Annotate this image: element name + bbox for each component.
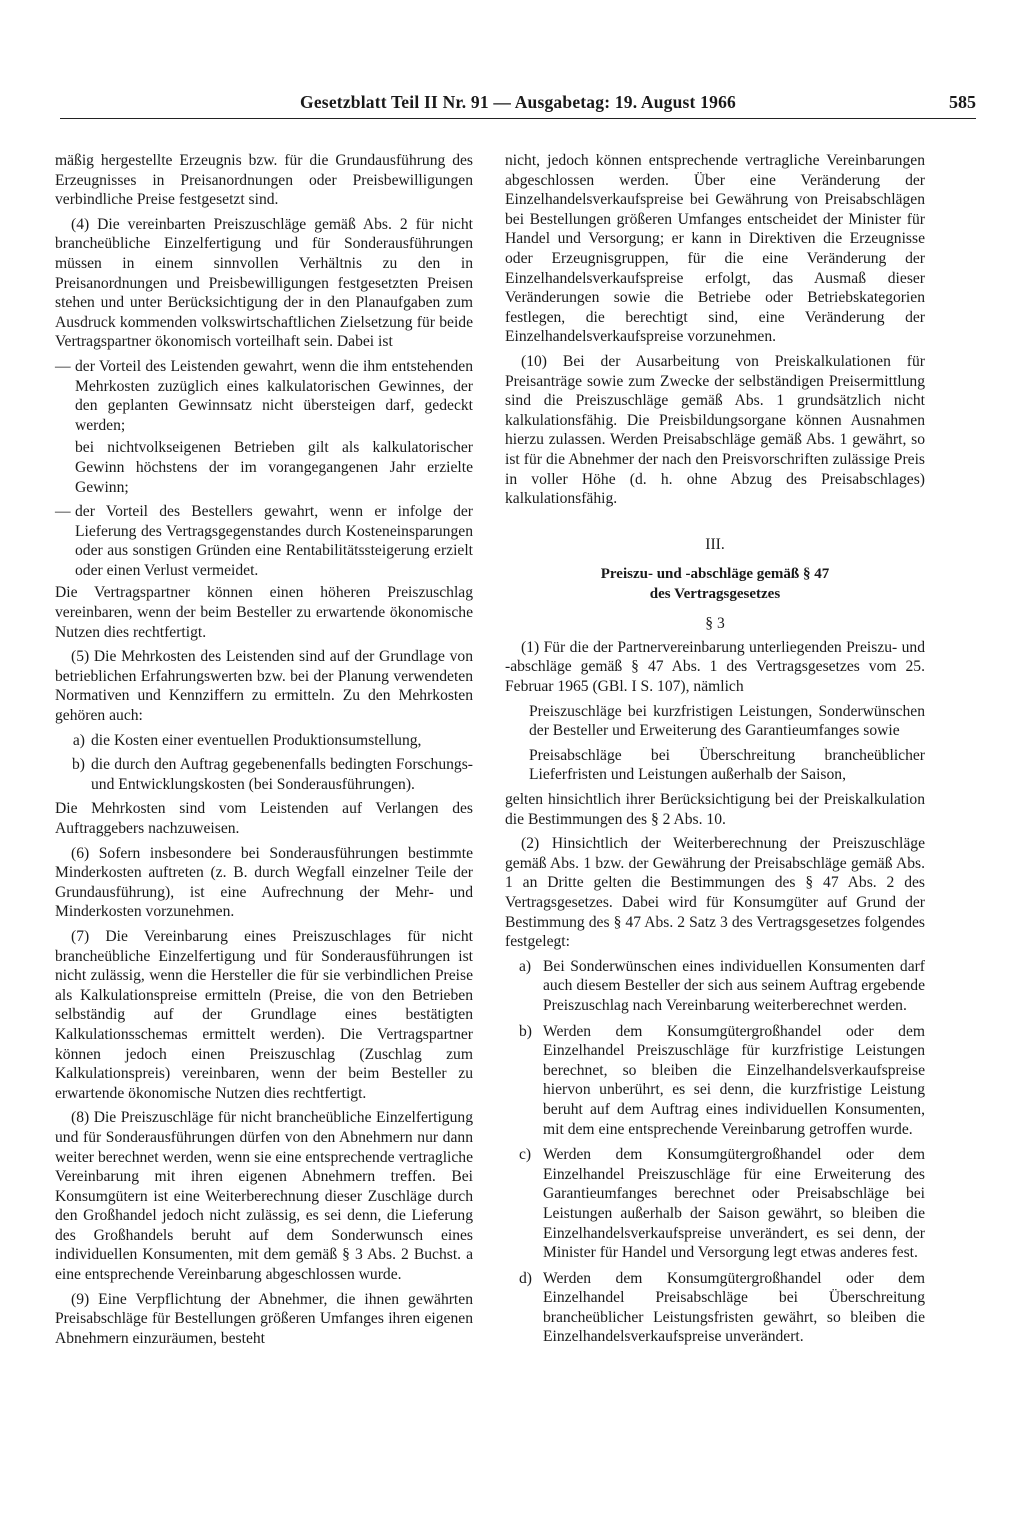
list-item-b	[505, 1022, 925, 1140]
page-number: 585	[949, 92, 976, 112]
list-marker: a)	[72, 731, 85, 749]
list-text: die durch den Auftrag gegebenenfalls bedingten Forschungs- und Entwicklungskosten (bei Sonderausführungen).	[91, 756, 473, 793]
paragraph-4: (4) Die vereinbarten Preiszuschläge gemäß Abs. 2 für nicht brancheübliche Einzelfertigung und für Sonderausführungen müssen in einem sinnvollen Verhältnis zu den in Preisanordnungen und Preisbewilligungen festgesetzten Preisen stehen und unter Berücksichtigung der in den Planaufgaben zum Ausdruck kommenden volkswirtschaftlichen Zielsetzung für beide Vertragspartner ökonomisch vorteilhaft sein. Dabei ist	[55, 215, 473, 351]
dash-text: der Vorteil des Bestellers gewahrt, wenn er infolge der Lieferung des Vertragsgegenstandes durch Kosteneinsparungen oder aus sonstigen Gründen eine Rentabilitätssteigerung erzielt oder einen Verlust vermeidet.	[75, 503, 473, 579]
paragraph: mäßig hergestellte Erzeugnis bzw. für die Grundausführung des Erzeugnisses in Preisanordnungen oder Preisbewilligungen verbindliche Preise festgesetzt sind.	[55, 152, 473, 209]
left-column	[55, 151, 473, 1353]
dash-marker: —	[55, 357, 71, 375]
header-title: Gesetzblatt Teil II Nr. 91 — Ausgabetag: 19. August 1966	[300, 92, 736, 112]
paragraph: Die Vertragspartner können einen höheren Preiszuschlag vereinbaren, wenn der beim Besteller zu erwartende ökonomische Nutzen dies rechtfertigt.	[55, 584, 473, 641]
indented-block: Preiszuschläge bei kurzfristigen Leistungen, Sonderwünschen der Besteller und Erweiterung des Garantieumfanges sowie	[529, 702, 925, 740]
list-text: die Kosten einer eventuellen Produktionsumstellung,	[91, 731, 422, 749]
dash-continuation: bei nichtvolkseigenen Betrieben gilt als kalkulatorischer Gewinn höchstens der im vorangegangenen Jahr erzielte Gewinn;	[75, 439, 473, 496]
list-marker: d)	[519, 1269, 532, 1287]
subsection-2: (2) Hinsichtlich der Weiterberechnung der Preiszuschläge gemäß Abs. 1 bzw. der Gewährung der Preisabschläge gemäß Abs. 1 an Dritte gelten die Bestimmungen des § 47 Abs. 2 des Vertragsgesetzes. Dabei wird für Konsumgüter auf Grund der Bestimmung des § 47 Abs. 2 Satz 3 des Vertragsgesetzes folgendes festgelegt:	[505, 835, 925, 951]
paragraph-8: (8) Die Preiszuschläge für nicht brancheübliche Einzelfertigung und für Sonderausführungen dürfen von den Abnehmern nur dann weiter berechnet werden, wenn sie eine entsprechende vertragliche Vereinbarung mit ihren eigenen Abnehmern treffen. Bei Konsumgütern ist eine Weiterberechnung dieser Zuschläge durch den Großhandel jedoch nicht zulässig, es sei denn, die Lieferung des Großhandels beruht auf dem Sonderwunsch eines individuellen Konsumenten, mit dem gemäß § 3 Abs. 2 Buchst. a eine entsprechende Vereinbarung abgeschlossen wurde.	[55, 1109, 473, 1284]
list-marker: b)	[72, 756, 85, 774]
list-marker: a)	[519, 957, 532, 975]
list-marker: c)	[519, 1146, 532, 1164]
dash-item	[55, 357, 473, 435]
paragraph-5: (5) Die Mehrkosten des Leistenden sind auf der Grundlage von betrieblichen Erfahrungswerten bzw. bei der Planung verwendeten Normativen und Kennziffern zu ermitteln. Zu den Mehrkosten gehören auch:	[55, 648, 473, 725]
subsection-1: (1) Für die der Partnervereinbarung unterliegenden Preiszu- und -abschläge gemäß § 47 Abs. 1 des Vertragsgesetzes vom 25. Februar 1965 (GBl. I S. 107), nämlich	[505, 638, 925, 696]
paragraph-10: (10) Bei der Ausarbeitung von Preiskalkulationen für Preisanträge sowie zum Zwecke der selbständigen Preisermittlung sind die Preiszuschläge gemäß Abs. 1 grundsätzlich nicht kalkulationsfähig. Die Preisbildungsorgane können Ausnahmen hierzu zulassen. Werden Preisabschläge gemäß Abs. 1 gewährt, so ist für die Abnehmer der nach den Preisvorschriften zulässige Preis in voller Höhe (d. h. ohne Abzug des Preisabschlages) kalkulationsfähig.	[505, 352, 925, 508]
paragraph: gelten hinsichtlich ihrer Berücksichtigung bei der Preiskalkulation die Bestimmungen des § 2 Abs. 10.	[505, 791, 925, 828]
list-text: Werden dem Konsumgütergroßhandel oder dem Einzelhandel Preiszuschläge für eine Erweiterung des Garantieumfanges berechnet oder Preisabschläge bei Leistungen außerhalb der Saison gewährt, so bleiben die Einzelhandelsverkaufspreise unverändert, es sei denn, der Minister für Handel und Versorgung legt etwas anderes fest.	[543, 1146, 925, 1262]
list-item-a	[55, 731, 473, 751]
dash-text: der Vorteil des Leistenden gewahrt, wenn die ihm entstehenden Mehrkosten zuzüglich eines kalkulatorischen Gewinnes, der den geplanten Gewinnsatz nicht übersteigen darf, gedeckt werden;	[75, 357, 473, 434]
dash-marker: —	[55, 503, 71, 521]
paragraph-7: (7) Die Vereinbarung eines Preiszuschlages für nicht brancheübliche Einzelfertigung und für Sonderausführungen ist nicht zulässig, wenn die Hersteller die für sie verbindlichen Preise als Kalkulationspreise ermitteln (Preise, die von den Betrieben selbständig auf der Grundlage eines bestätigten Kalkulationsschemas ermittelt werden). Die Vertragspartner können jedoch einen Preiszuschlag (Zuschlag zum Kalkulationspreis) vereinbaren, wenn der beim Besteller zu erwartende ökonomische Nutzen dies rechtfertigt.	[55, 927, 473, 1102]
section-heading	[505, 564, 925, 604]
list-text: Werden dem Konsumgütergroßhandel oder dem Einzelhandel Preisabschläge bei Überschreitung brancheüblicher Leistungsfristen gewährt, so bleiben die Einzelhandelsverkaufspreise unverändert.	[543, 1269, 925, 1346]
list-marker: b)	[519, 1022, 532, 1040]
dash-item	[55, 502, 473, 580]
list-text: Werden dem Konsumgütergroßhandel oder dem Einzelhandel Preiszuschläge für kurzfristige Leistungen berechnet, so bleiben die Einzelhandelsverkaufspreise hiervon unberührt, es sei denn, die kurzfristige Leistung beruht auf dem Auftrag eines individuellen Konsumenten, mit dem eine entsprechende Vereinbarung getroffen wurde.	[543, 1022, 925, 1138]
list-item-a	[505, 957, 925, 1016]
indented-block: Preisabschläge bei Überschreitung brancheüblicher Lieferfristen und Leistungen außerhalb der Saison,	[529, 746, 925, 784]
paragraph-9: (9) Eine Verpflichtung der Abnehmer, die ihnen gewährten Preisabschläge für Bestellungen größeren Umfanges ihren eigenen Abnehmern einzuräumen, besteht	[55, 1290, 473, 1347]
paragraph-sign: § 3	[705, 615, 725, 633]
paragraph: nicht, jedoch können entsprechende vertragliche Vereinbarungen abgeschlossen werden. Über eine Veränderung der Einzelhandelsverkaufspreise bei Gewährung von Preisabschlägen bei Bestellungen größeren Umfanges entscheidet der Minister für Handel und Versorgung; er kann in Direktiven die Erzeugnisse oder Erzeugnisgruppen, für die eine Veränderung der Einzelhandelsverkaufspreise erfolgt, das Ausmaß dieser Veränderungen sowie die Betriebe oder Betriebskategorien festlegen, die berechtigt sind, eine Veränderung der Einzelhandelsverkaufspreise vorzunehmen.	[505, 152, 925, 346]
section-number: III.	[705, 535, 725, 553]
list-item-d	[505, 1269, 925, 1347]
section-heading-line-2: des Vertragsgesetzes	[649, 586, 781, 603]
list-item-c	[505, 1145, 925, 1263]
right-column	[505, 151, 925, 1353]
list-item-b	[55, 755, 473, 794]
page-header	[60, 92, 976, 119]
list-text: Bei Sonderwünschen eines individuellen Konsumenten darf auch diesem Besteller der sich aus seinem Auftrag ergebende Preiszuschlag nach Vereinbarung weiterberechnet werden.	[543, 957, 925, 1014]
paragraph-6: (6) Sofern insbesondere bei Sonderausführungen bestimmte Minderkosten auftreten (z. B. durch Wegfall einzelner Teile der Grundausführung), ist eine Aufrechnung der Mehr- und Minderkosten vorzunehmen.	[55, 844, 473, 921]
paragraph: Die Mehrkosten sind vom Leistenden auf Verlangen des Auftraggebers nachzuweisen.	[55, 800, 473, 837]
section-heading-line-1: Preiszu- und -abschläge gemäß § 47	[600, 566, 830, 583]
